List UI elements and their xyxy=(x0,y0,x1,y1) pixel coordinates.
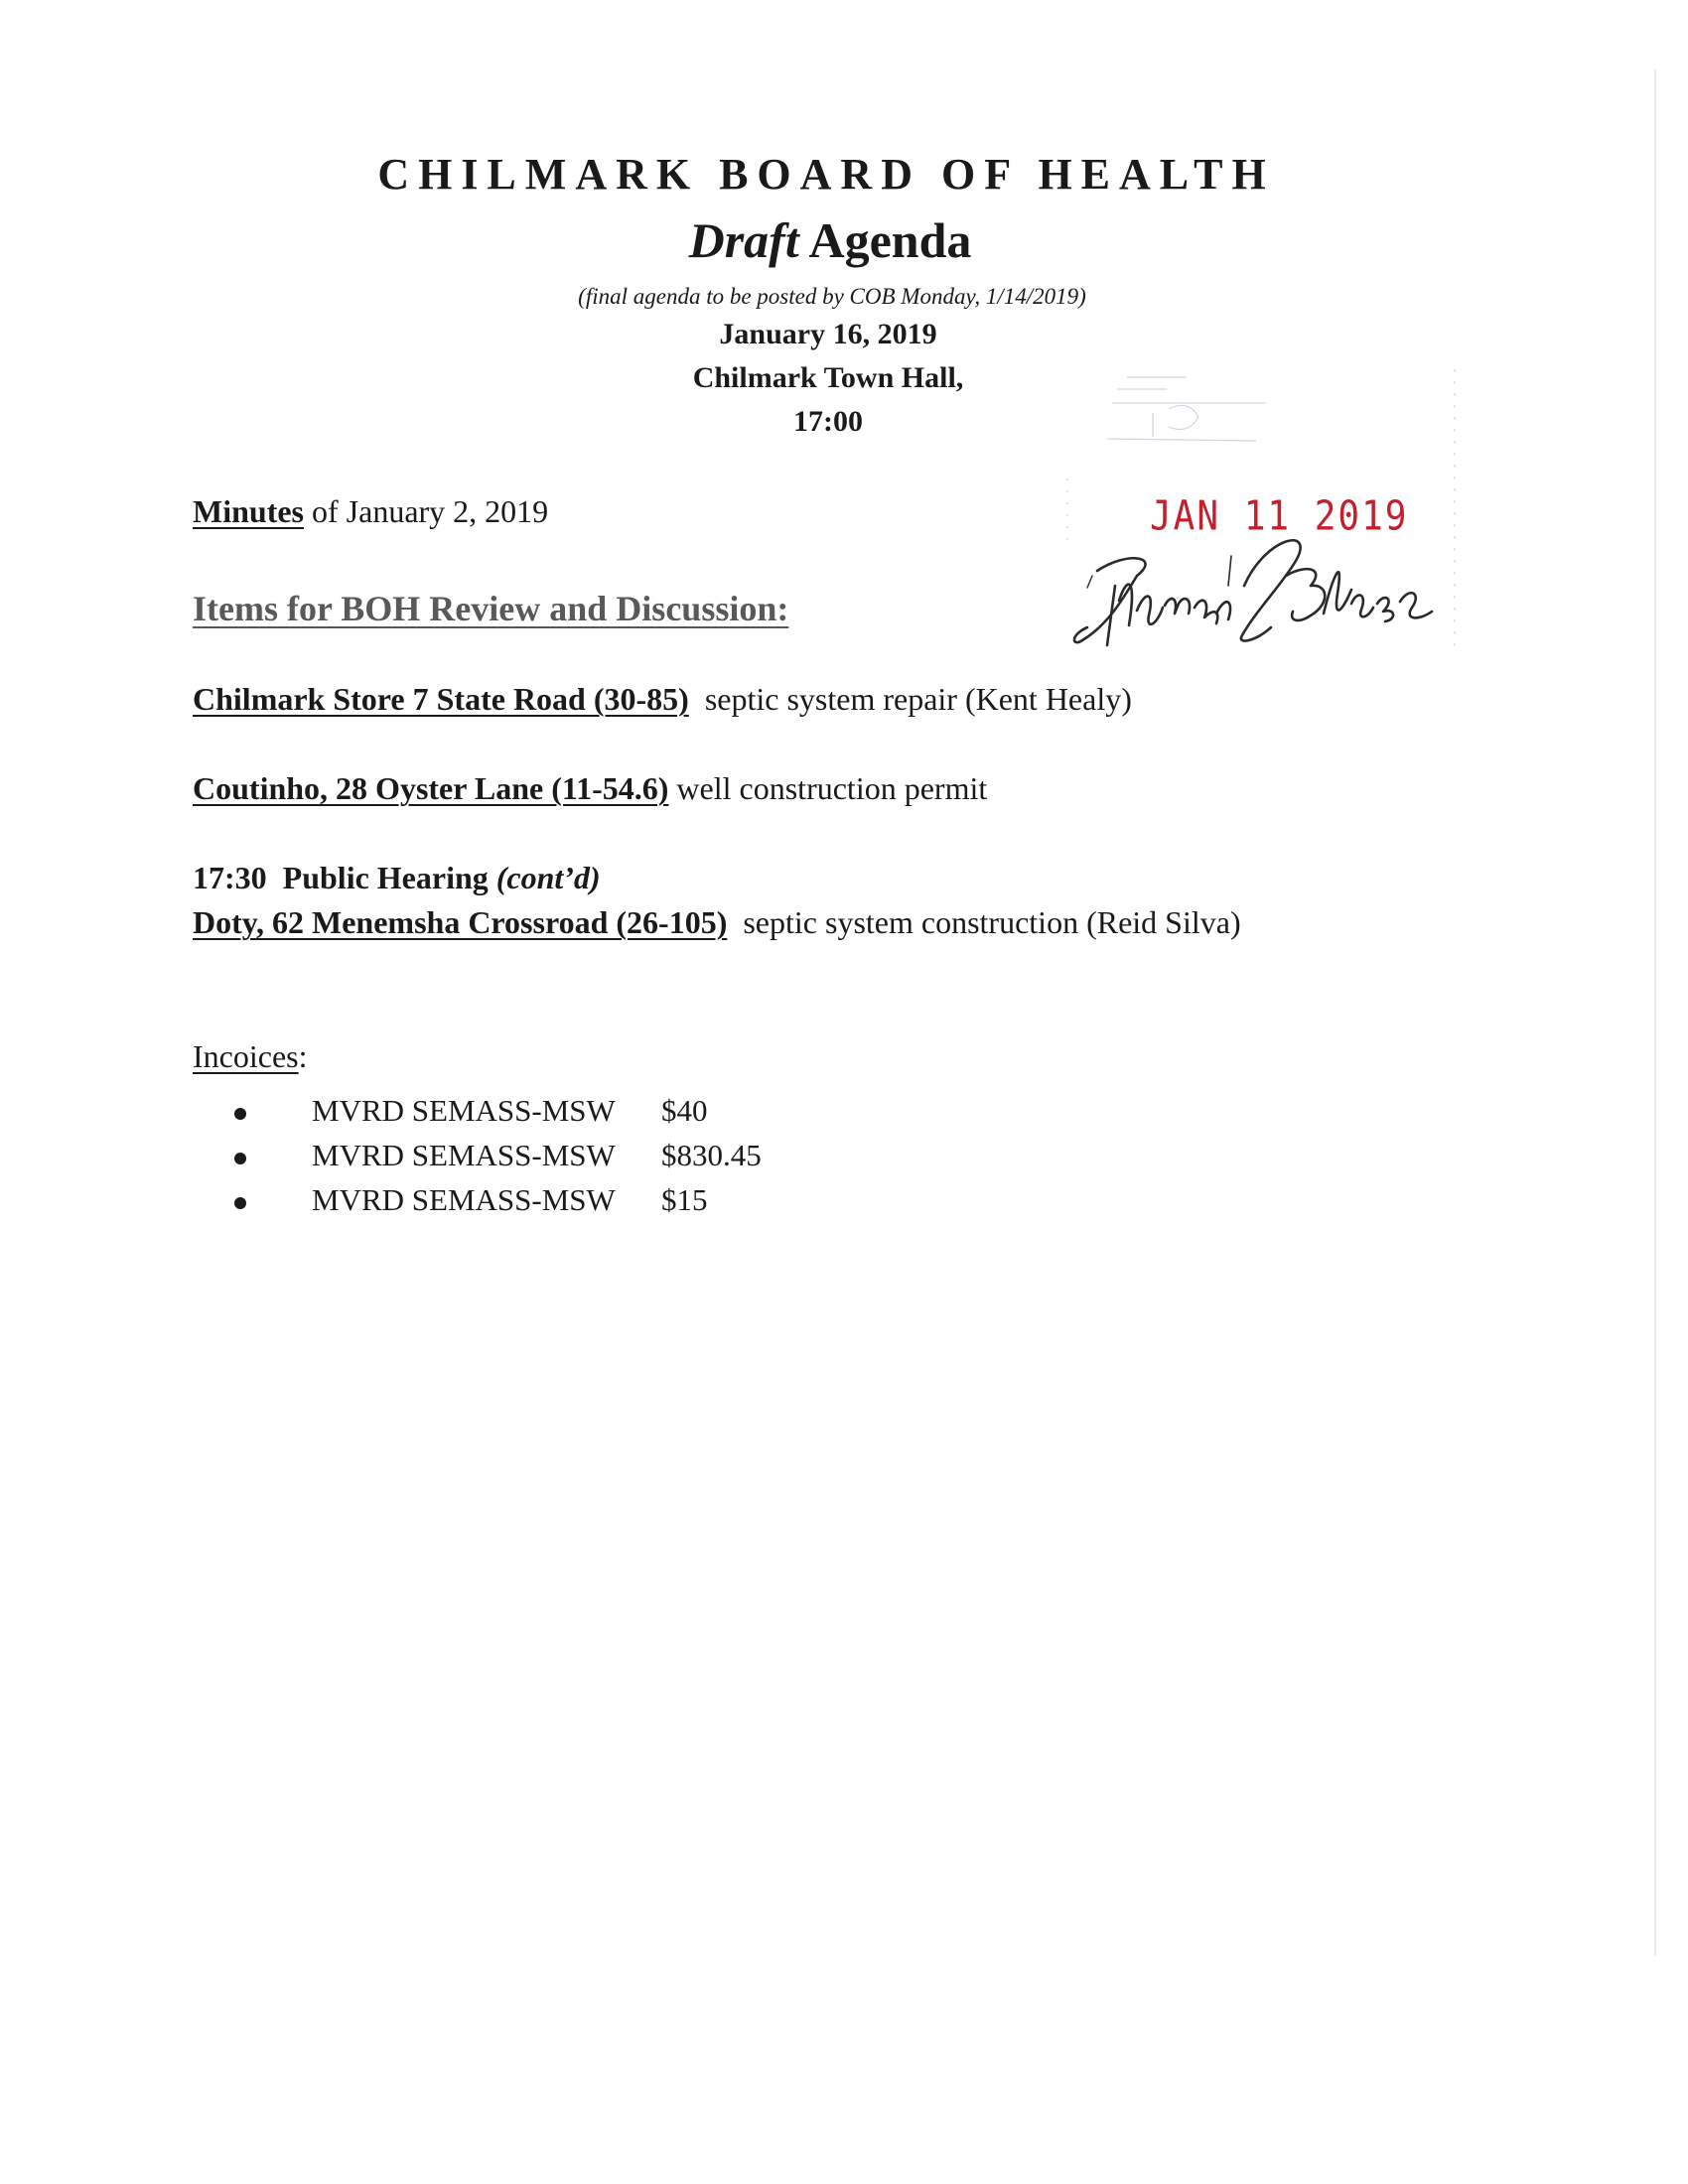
title-agenda-word: Agenda xyxy=(798,212,972,268)
hearing-item-title: Doty, 62 Menemsha Crossroad (26-105) xyxy=(193,904,728,940)
meeting-location: Chilmark Town Hall, xyxy=(692,361,964,394)
agenda-item xyxy=(193,681,1132,718)
invoice-item xyxy=(234,1088,762,1133)
invoice-amount: $40 xyxy=(661,1093,708,1128)
invoices-colon: : xyxy=(298,1038,308,1074)
invoice-amount: $830.45 xyxy=(661,1138,762,1172)
hearing-qualifier: (cont’d) xyxy=(495,860,601,895)
org-name: CHILMARK BOARD OF HEALTH xyxy=(377,150,1275,199)
scan-edge-line xyxy=(1654,69,1656,1956)
invoice-list xyxy=(234,1088,762,1222)
agenda-item xyxy=(193,770,987,807)
title-draft-word: Draft xyxy=(688,212,799,268)
meeting-date: January 16, 2019 xyxy=(719,318,937,350)
invoices-heading xyxy=(193,1038,308,1075)
invoice-name: MVRD SEMASS-MSW xyxy=(312,1182,616,1217)
minutes-label: Minutes xyxy=(193,493,304,529)
posting-note: (final agenda to be posted by COB Monday, 1/14/2019) xyxy=(578,284,1086,309)
document-title xyxy=(0,211,1674,269)
hearing-item-desc: septic system construction (Reid Silva) xyxy=(727,904,1241,940)
handwritten-signature xyxy=(1067,516,1435,665)
invoice-amount: $15 xyxy=(661,1182,708,1217)
hearing-label: Public Hearing xyxy=(266,860,496,895)
received-stamp-date: JAN 11 2019 xyxy=(1150,492,1409,541)
minutes-line xyxy=(193,493,548,530)
bullet-icon xyxy=(234,1197,246,1209)
hearing-line xyxy=(193,860,601,896)
agenda-item-desc: septic system repair (Kent Healy) xyxy=(688,681,1132,717)
agenda-item-title: Coutinho, 28 Oyster Lane (11-54.6) xyxy=(193,770,669,806)
invoices-label: Incoices xyxy=(193,1038,299,1074)
hearing-time: 17:30 xyxy=(193,860,267,895)
hearing-item xyxy=(193,904,1241,941)
invoice-item xyxy=(234,1177,762,1222)
bullet-icon xyxy=(234,1108,246,1120)
invoice-name: MVRD SEMASS-MSW xyxy=(312,1093,616,1128)
section-heading: Items for BOH Review and Discussion: xyxy=(193,589,789,628)
meeting-time: 17:00 xyxy=(793,405,863,438)
minutes-text: of January 2, 2019 xyxy=(304,493,549,529)
agenda-item-desc: well construction permit xyxy=(668,770,988,806)
invoice-item xyxy=(234,1133,762,1177)
bullet-icon xyxy=(234,1153,246,1164)
invoice-name: MVRD SEMASS-MSW xyxy=(312,1138,616,1172)
agenda-item-title: Chilmark Store 7 State Road (30-85) xyxy=(193,681,689,717)
